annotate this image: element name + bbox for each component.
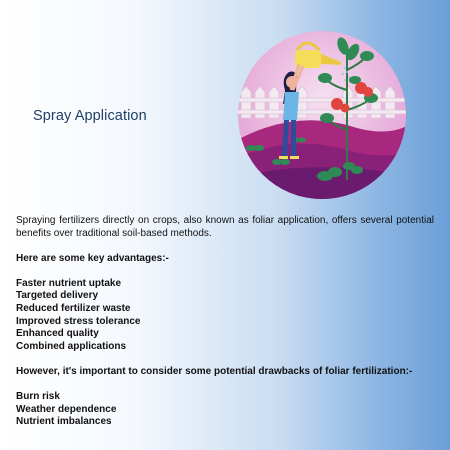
list-item: Weather dependence <box>16 403 117 415</box>
list-item: Reduced fertilizer waste <box>16 302 131 314</box>
article-body <box>16 215 434 429</box>
list-item: Targeted delivery <box>16 290 99 302</box>
intro-paragraph: Spraying fertilizers directly on crops, also known as foliar application, offers several potential benefits over traditional soil-based methods. <box>16 215 434 239</box>
advantages-list <box>16 278 434 354</box>
list-item: Improved stress tolerance <box>16 315 141 327</box>
list-item: Nutrient imbalances <box>16 416 112 428</box>
watering-illustration <box>237 30 407 200</box>
list-item: Burn risk <box>16 390 60 402</box>
list-item: Combined applications <box>16 340 127 352</box>
list-item: Enhanced quality <box>16 328 99 340</box>
drawbacks-list <box>16 391 434 429</box>
drawbacks-heading: However, it's important to consider some potential drawbacks of foliar fertilization:- <box>16 366 413 378</box>
page-title: Spray Application <box>33 108 147 124</box>
advantages-heading: Here are some key advantages:- <box>16 253 169 265</box>
list-item: Faster nutrient uptake <box>16 277 122 289</box>
